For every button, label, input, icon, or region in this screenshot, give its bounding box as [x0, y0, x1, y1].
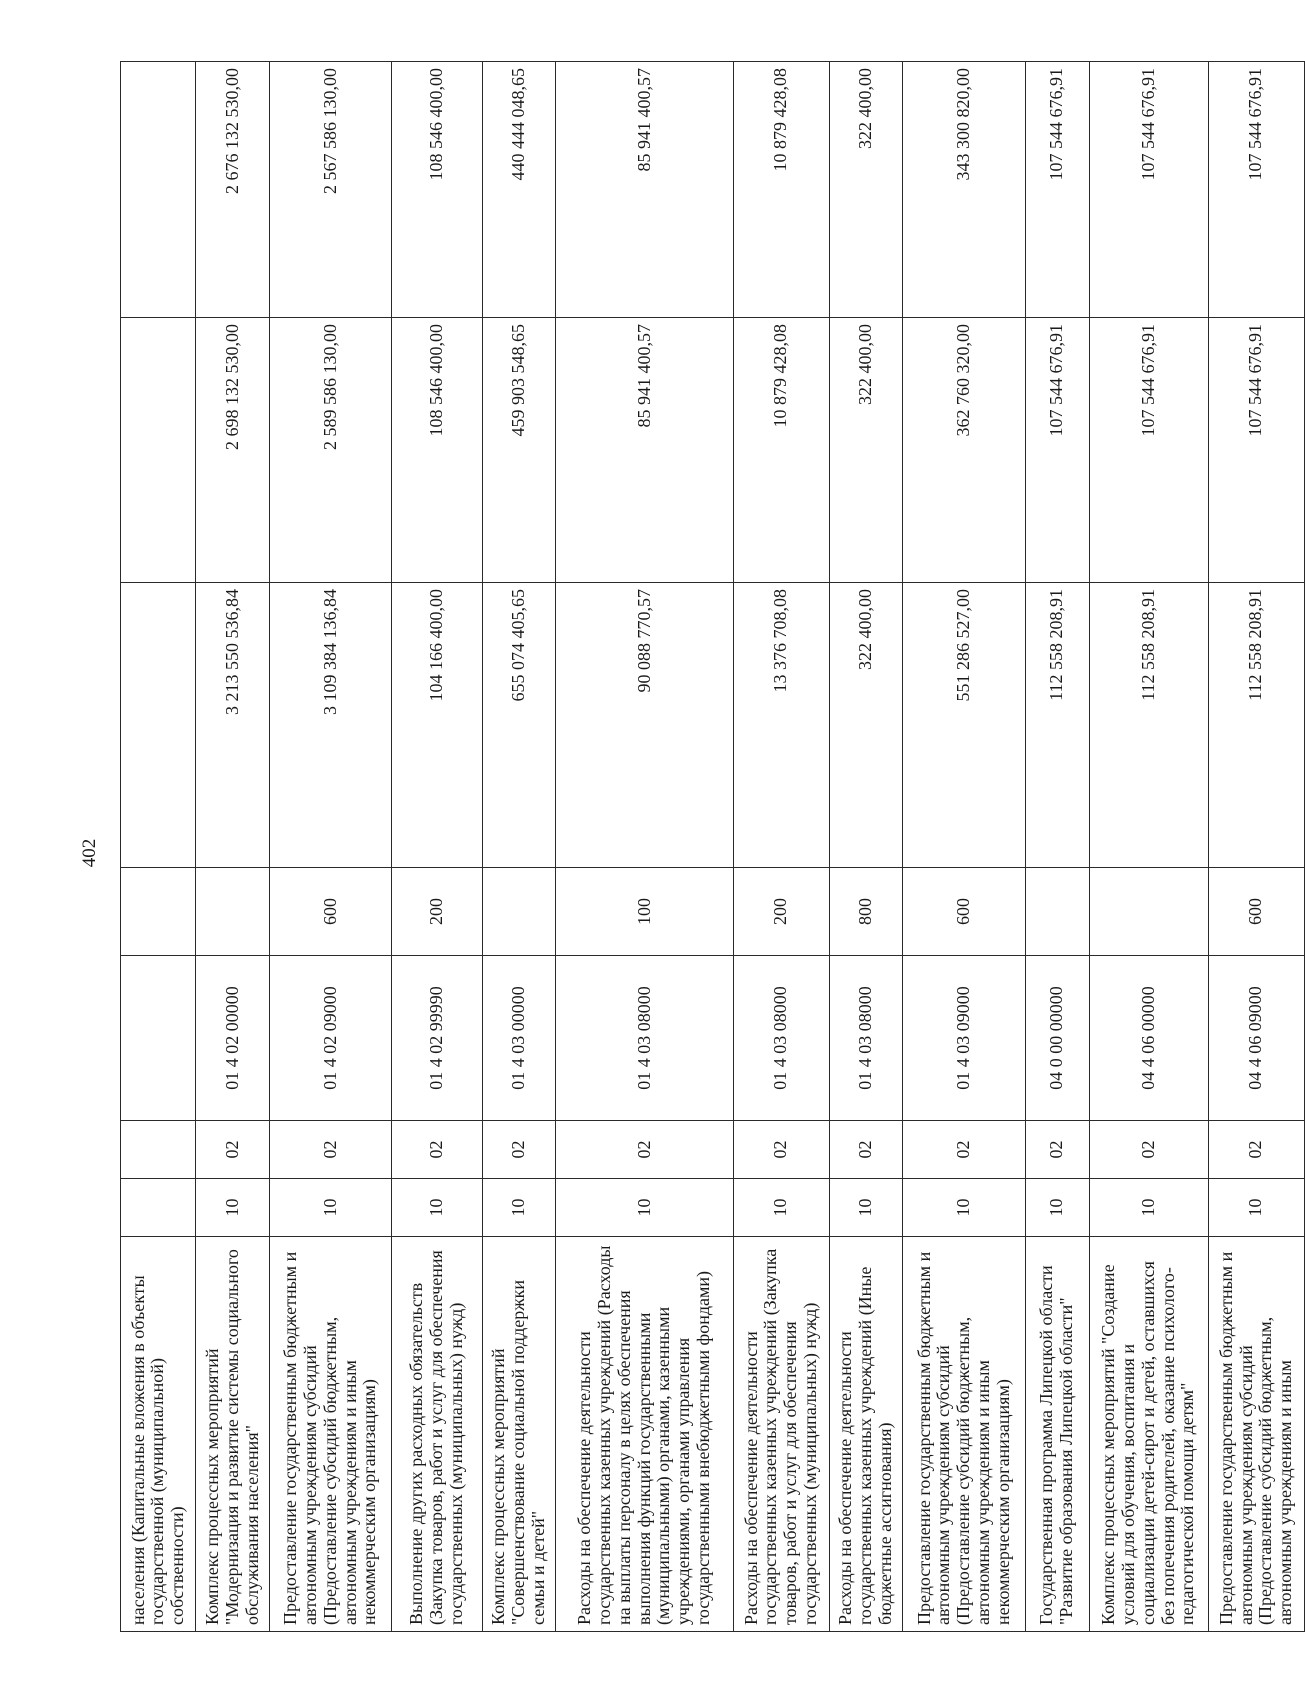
target-article-code: 01 4 02 09000 [270, 956, 392, 1121]
row-name: Комплекс процессных мероприятий "Модернизация и развитие системы социального обслуживания населения" [196, 1237, 270, 1632]
section-code: 10 [1208, 1179, 1304, 1237]
amount-year-3: 107 544 676,91 [1089, 62, 1208, 318]
expense-type-code: 600 [1208, 868, 1304, 956]
table-row [392, 62, 482, 1632]
amount-year-1: 104 166 400,00 [392, 583, 482, 868]
amount-year-2: 459 903 548,65 [482, 318, 556, 583]
target-article-code: 01 4 03 08000 [556, 956, 733, 1121]
section-code: 10 [1025, 1179, 1089, 1237]
amount-year-2: 362 760 320,00 [903, 318, 1025, 583]
amount-year-3: 85 941 400,57 [556, 62, 733, 318]
amount-year-1: 90 088 770,57 [556, 583, 733, 868]
subsection-code: 02 [270, 1121, 392, 1179]
expense-type-code: 200 [733, 868, 829, 956]
subsection-code: 02 [392, 1121, 482, 1179]
section-code [121, 1179, 196, 1237]
expense-type-code: 800 [829, 868, 903, 956]
section-code: 10 [903, 1179, 1025, 1237]
table-row [903, 62, 1025, 1632]
amount-year-1: 551 286 527,00 [903, 583, 1025, 868]
table-row [270, 62, 392, 1632]
section-code: 10 [270, 1179, 392, 1237]
amount-year-1: 112 558 208,91 [1208, 583, 1304, 868]
subsection-code: 02 [829, 1121, 903, 1179]
amount-year-1: 112 558 208,91 [1089, 583, 1208, 868]
target-article-code: 04 0 00 00000 [1025, 956, 1089, 1121]
table-row [1089, 62, 1208, 1632]
subsection-code: 02 [482, 1121, 556, 1179]
row-name: Предоставление государственным бюджетным и автономным учреждениям субсидий (Предоставление субсидий бюджетным, автономным учреждениям и иным некоммерческим организациям) [903, 1237, 1025, 1632]
amount-year-3: 343 300 820,00 [903, 62, 1025, 318]
page-number: 402 [79, 838, 100, 868]
subsection-code [121, 1121, 196, 1179]
subsection-code: 02 [903, 1121, 1025, 1179]
row-name: Комплекс процессных мероприятий "Совершенствование социальной поддержки семьи и детей" [482, 1237, 556, 1632]
subsection-code: 02 [1208, 1121, 1304, 1179]
expense-type-code [196, 868, 270, 956]
subsection-code: 02 [1025, 1121, 1089, 1179]
section-code: 10 [392, 1179, 482, 1237]
amount-year-3 [121, 62, 196, 318]
target-article-code: 04 4 06 09000 [1208, 956, 1304, 1121]
amount-year-1: 322 400,00 [829, 583, 903, 868]
expense-type-code [1089, 868, 1208, 956]
subsection-code: 02 [196, 1121, 270, 1179]
subsection-code: 02 [733, 1121, 829, 1179]
amount-year-2: 108 546 400,00 [392, 318, 482, 583]
amount-year-2: 107 544 676,91 [1208, 318, 1304, 583]
row-name: Расходы на обеспечение деятельности государственных казенных учреждений (Иные бюджетные ассигнования) [829, 1237, 903, 1632]
amount-year-1: 3 109 384 136,84 [270, 583, 392, 868]
amount-year-2: 10 879 428,08 [733, 318, 829, 583]
section-code: 10 [1089, 1179, 1208, 1237]
target-article-code: 01 4 02 99990 [392, 956, 482, 1121]
target-article-code [121, 956, 196, 1121]
row-name: Государственная программа Липецкой области "Развитие образования Липецкой области" [1025, 1237, 1089, 1632]
row-name: Предоставление государственным бюджетным и автономным учреждениям субсидий (Предоставление субсидий бюджетным, автономным учреждениям и иным некоммерческим организациям) [270, 1237, 392, 1632]
section-code: 10 [482, 1179, 556, 1237]
expense-type-code [482, 868, 556, 956]
amount-year-3: 10 879 428,08 [733, 62, 829, 318]
section-code: 10 [556, 1179, 733, 1237]
amount-year-1: 112 558 208,91 [1025, 583, 1089, 868]
expense-type-code: 100 [556, 868, 733, 956]
table-row [1025, 62, 1089, 1632]
table-row [829, 62, 903, 1632]
row-name: Предоставление государственным бюджетным и автономным учреждениям субсидий (Предоставление субсидий бюджетным, автономным учреждениям и иным [1208, 1237, 1304, 1632]
expense-type-code: 600 [903, 868, 1025, 956]
budget-table-container [120, 62, 1305, 1632]
expense-type-code [1025, 868, 1089, 956]
amount-year-3: 322 400,00 [829, 62, 903, 318]
amount-year-3: 107 544 676,91 [1025, 62, 1089, 318]
row-name: населения (Капитальные вложения в объекты государственной (муниципальной) собственности) [121, 1237, 196, 1632]
table-row [733, 62, 829, 1632]
row-name: Расходы на обеспечение деятельности государственных казенных учреждений (Закупка товаров, работ и услуг для обеспечения государственных (муниципальных) нужд) [733, 1237, 829, 1632]
amount-year-3: 107 544 676,91 [1208, 62, 1304, 318]
target-article-code: 04 4 06 00000 [1089, 956, 1208, 1121]
table-row [121, 62, 196, 1632]
table-row [1208, 62, 1304, 1632]
expense-type-code [121, 868, 196, 956]
target-article-code: 01 4 02 00000 [196, 956, 270, 1121]
target-article-code: 01 4 03 08000 [733, 956, 829, 1121]
budget-table [120, 61, 1305, 1632]
amount-year-3: 2 676 132 530,00 [196, 62, 270, 318]
amount-year-1: 655 074 405,65 [482, 583, 556, 868]
amount-year-2 [121, 318, 196, 583]
amount-year-2: 322 400,00 [829, 318, 903, 583]
section-code: 10 [733, 1179, 829, 1237]
row-name: Выполнение других расходных обязательств (Закупка товаров, работ и услуг для обеспечения государственных (муниципальных) нужд) [392, 1237, 482, 1632]
amount-year-2: 85 941 400,57 [556, 318, 733, 583]
amount-year-3: 2 567 586 130,00 [270, 62, 392, 318]
target-article-code: 01 4 03 00000 [482, 956, 556, 1121]
amount-year-2: 107 544 676,91 [1025, 318, 1089, 583]
target-article-code: 01 4 03 09000 [903, 956, 1025, 1121]
table-row [482, 62, 556, 1632]
amount-year-2: 2 698 132 530,00 [196, 318, 270, 583]
row-name: Комплекс процессных мероприятий "Создание условий для обучения, воспитания и социализации детей-сирот и детей, оставшихся без попечения родителей, оказание психолого-педагогической помощи детям" [1089, 1237, 1208, 1632]
subsection-code: 02 [556, 1121, 733, 1179]
amount-year-2: 107 544 676,91 [1089, 318, 1208, 583]
table-row [196, 62, 270, 1632]
amount-year-1: 13 376 708,08 [733, 583, 829, 868]
amount-year-2: 2 589 586 130,00 [270, 318, 392, 583]
amount-year-1: 3 213 550 536,84 [196, 583, 270, 868]
target-article-code: 01 4 03 08000 [829, 956, 903, 1121]
amount-year-3: 440 444 048,65 [482, 62, 556, 318]
expense-type-code: 600 [270, 868, 392, 956]
expense-type-code: 200 [392, 868, 482, 956]
table-row [556, 62, 733, 1632]
row-name: Расходы на обеспечение деятельности государственных казенных учреждений (Расходы на выплаты персоналу в целях обеспечения выполнения функций государственными (муниципальными) органами, казенными учреждениями, органами управления государственными внебюджетными фондами) [556, 1237, 733, 1632]
amount-year-3: 108 546 400,00 [392, 62, 482, 318]
section-code: 10 [196, 1179, 270, 1237]
subsection-code: 02 [1089, 1121, 1208, 1179]
section-code: 10 [829, 1179, 903, 1237]
amount-year-1 [121, 583, 196, 868]
